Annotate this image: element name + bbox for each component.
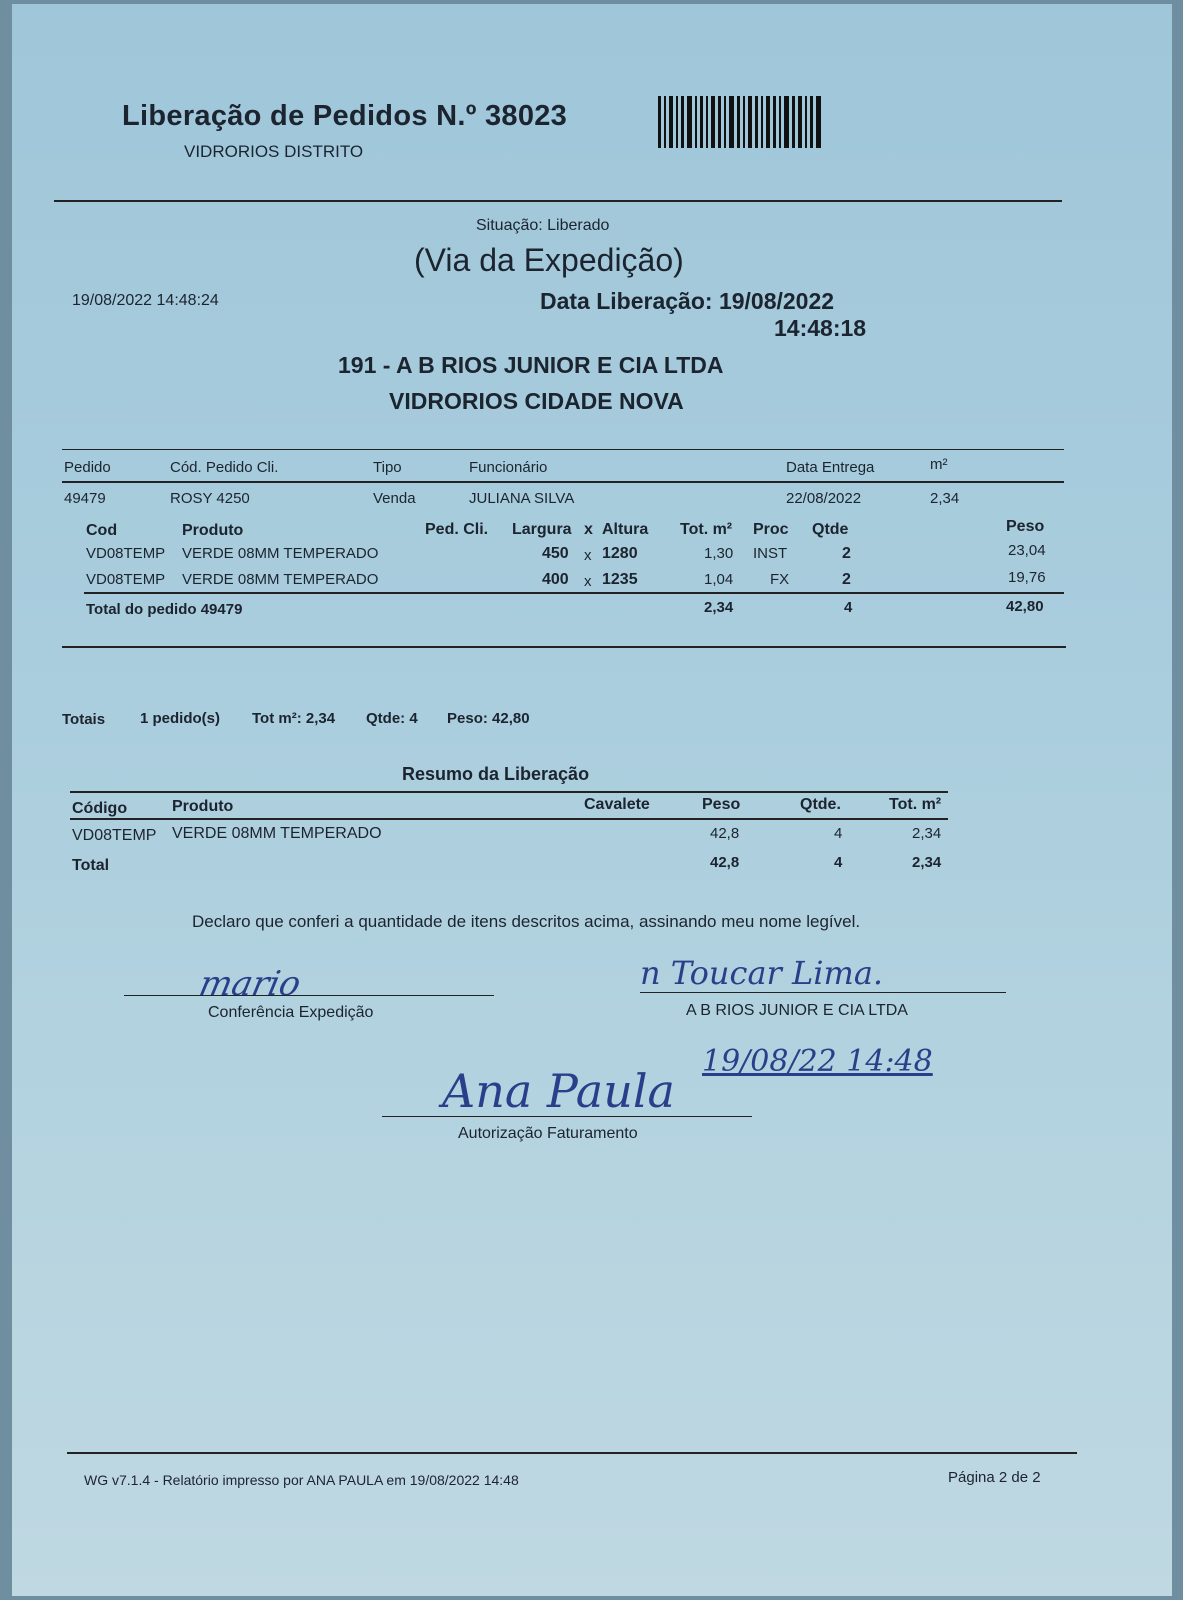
resumo-total-label: Total xyxy=(72,857,110,874)
items-col-altura: Altura xyxy=(602,521,649,538)
resumo-col-produto: Produto xyxy=(172,798,234,815)
items-col-tot-m2: Tot. m² xyxy=(680,521,733,538)
order-table-header-line xyxy=(62,481,1064,483)
items-total-qtde: 4 xyxy=(844,599,853,616)
situacao-text: Situação: Liberado xyxy=(476,217,610,234)
item-row-1-largura: 450 xyxy=(542,545,569,562)
resumo-row-tot-m2: 2,34 xyxy=(912,825,942,842)
header-divider xyxy=(54,200,1062,202)
totais-pedidos: 1 pedido(s) xyxy=(140,710,221,727)
resumo-total-qtde: 4 xyxy=(834,854,843,871)
resumo-col-qtde: Qtde. xyxy=(800,796,841,813)
client-signature: n Toucar Lima. xyxy=(640,954,884,992)
item-row-2-proc: FX xyxy=(770,571,790,588)
item-row-1-altura: 1280 xyxy=(602,545,638,562)
conferencia-sign-line xyxy=(124,995,494,996)
resumo-col-peso: Peso xyxy=(702,796,741,813)
declaration-text: Declaro que conferi a quantidade de itens descritos acima, assinando meu nome legível. xyxy=(192,912,861,931)
items-col-cod: Cod xyxy=(86,522,118,539)
company-name: VIDRORIOS DISTRITO xyxy=(184,142,364,161)
resumo-col-tot-m2: Tot. m² xyxy=(889,796,942,813)
items-col-qtde: Qtde xyxy=(812,521,849,538)
items-col-ped-cli: Ped. Cli. xyxy=(425,521,489,538)
client-sign-label: A B RIOS JUNIOR E CIA LTDA xyxy=(686,1002,908,1019)
item-row-1-proc: INST xyxy=(753,545,788,562)
print-datetime: 19/08/2022 14:48:24 xyxy=(72,292,219,309)
document-sheet xyxy=(12,4,1172,1596)
order-col-funcionario: Funcionário xyxy=(469,459,548,476)
resumo-row-produto: VERDE 08MM TEMPERADO xyxy=(172,825,382,842)
totais-qtde: Qtde: 4 xyxy=(366,710,418,727)
totais-label: Totais xyxy=(62,711,106,728)
order-data-entrega: 22/08/2022 xyxy=(786,490,862,507)
order-col-pedido: Pedido xyxy=(64,459,111,476)
conferencia-label: Conferência Expedição xyxy=(208,1004,374,1021)
order-pedido: 49479 xyxy=(64,490,106,507)
resumo-total-peso: 42,8 xyxy=(710,854,740,871)
resumo-row-peso: 42,8 xyxy=(710,825,740,842)
footer-page-number: Página 2 de 2 xyxy=(948,1469,1041,1486)
resumo-header-line xyxy=(70,818,948,820)
resumo-row-codigo: VD08TEMP xyxy=(72,827,157,844)
client-handwritten-date: 19/08/22 14:48 xyxy=(702,1044,933,1079)
item-row-1-x: x xyxy=(584,547,592,564)
client-sign-line xyxy=(640,992,1006,993)
item-row-2-produto: VERDE 08MM TEMPERADO xyxy=(182,571,379,588)
autorizacao-signature: Ana Paula xyxy=(442,1064,675,1118)
item-row-2-tot-m2: 1,04 xyxy=(704,571,734,588)
order-col-cod-pedido: Cód. Pedido Cli. xyxy=(170,459,279,476)
resumo-row-qtde: 4 xyxy=(834,825,843,842)
conferencia-signature: mario xyxy=(195,964,305,1004)
item-row-2-x: x xyxy=(584,573,592,590)
autorizacao-sign-line xyxy=(382,1116,752,1117)
item-row-1-qtde: 2 xyxy=(842,545,851,562)
client-name: 191 - A B RIOS JUNIOR E CIA LTDA xyxy=(338,352,724,378)
resumo-col-codigo: Código xyxy=(72,800,128,817)
order-table-top-line xyxy=(62,449,1064,450)
items-col-proc: Proc xyxy=(753,521,789,538)
footer-print-info: WG v7.1.4 - Relatório impresso por ANA PAULA em 19/08/2022 14:48 xyxy=(84,1472,519,1488)
client-branch: VIDRORIOS CIDADE NOVA xyxy=(389,388,684,414)
order-col-data-entrega: Data Entrega xyxy=(786,459,875,476)
items-col-produto: Produto xyxy=(182,522,244,539)
order-funcionario: JULIANA SILVA xyxy=(469,490,575,507)
item-row-2-cod: VD08TEMP xyxy=(86,571,166,588)
totais-tot-m2: Tot m²: 2,34 xyxy=(252,710,336,727)
item-row-2-largura: 400 xyxy=(542,571,569,588)
resumo-total-tot-m2: 2,34 xyxy=(912,854,942,871)
item-row-1-peso: 23,04 xyxy=(1008,542,1046,559)
resumo-title: Resumo da Liberação xyxy=(402,764,590,784)
order-cod-pedido: ROSY 4250 xyxy=(170,490,250,507)
items-col-largura: Largura xyxy=(512,521,572,538)
via-text: (Via da Expedição) xyxy=(414,242,684,278)
order-col-tipo: Tipo xyxy=(373,459,402,476)
items-total-peso: 42,80 xyxy=(1006,598,1044,615)
items-col-x: x xyxy=(584,521,593,538)
item-row-2-qtde: 2 xyxy=(842,571,851,588)
items-col-peso: Peso xyxy=(1006,518,1045,535)
footer-line xyxy=(67,1452,1077,1454)
item-row-2-altura: 1235 xyxy=(602,571,638,588)
item-row-1-cod: VD08TEMP xyxy=(86,545,166,562)
data-liberacao-time: 14:48:18 xyxy=(774,315,867,341)
document-title: Liberação de Pedidos N.º 38023 xyxy=(122,100,568,132)
item-row-2-peso: 19,76 xyxy=(1008,569,1046,586)
items-total-line xyxy=(84,592,1064,594)
autorizacao-label: Autorização Faturamento xyxy=(458,1125,638,1142)
items-total-label: Total do pedido 49479 xyxy=(86,601,243,618)
resumo-top-line xyxy=(70,791,948,793)
resumo-col-cavalete: Cavalete xyxy=(584,796,650,813)
data-liberacao: Data Liberação: 19/08/2022 xyxy=(540,288,835,314)
items-end-line xyxy=(62,646,1066,648)
order-tipo: Venda xyxy=(373,490,416,507)
totais-peso: Peso: 42,80 xyxy=(447,710,530,727)
item-row-1-produto: VERDE 08MM TEMPERADO xyxy=(182,545,379,562)
barcode-image xyxy=(658,96,824,148)
order-m2: 2,34 xyxy=(930,490,960,507)
items-total-m2: 2,34 xyxy=(704,599,734,616)
order-col-m2: m² xyxy=(930,456,948,473)
item-row-1-tot-m2: 1,30 xyxy=(704,545,734,562)
